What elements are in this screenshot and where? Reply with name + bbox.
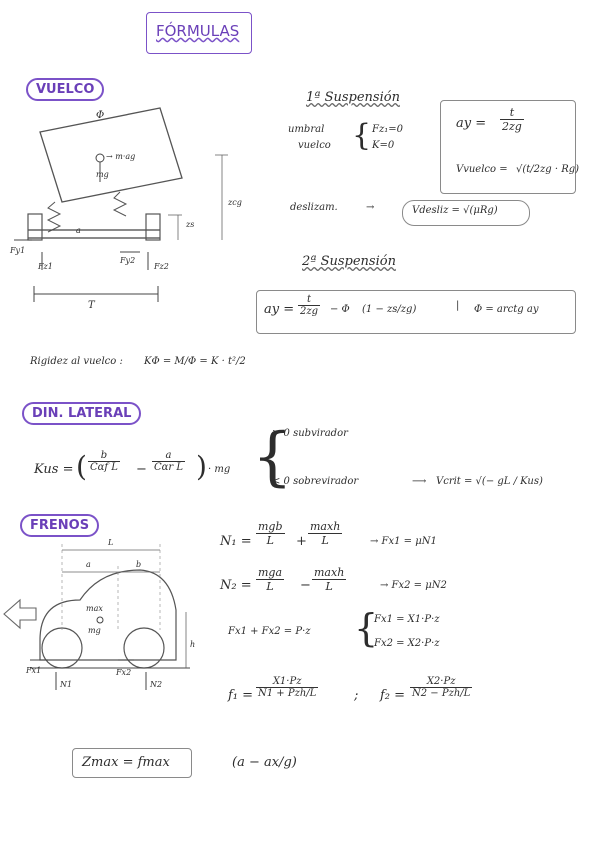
- zmax-note: (a − ax/g): [232, 755, 297, 770]
- fy2-label: Fy2: [120, 256, 136, 265]
- frenos-n1: N1: [60, 680, 73, 689]
- ay-fraction: $\frac{t}{2zg}$: [502, 106, 522, 133]
- kus-gt0: > 0 subvirador: [272, 428, 348, 439]
- section-din-lateral-label: DIN. LATERAL: [22, 402, 141, 425]
- zcg-label: zcg: [228, 198, 242, 207]
- n2-frac-1: mga L: [258, 566, 283, 593]
- frenos-fx2: Fx2: [116, 668, 132, 677]
- mg-label: mg: [96, 170, 109, 179]
- umbral-label: umbral: [288, 124, 325, 135]
- n1-plus: +: [296, 534, 307, 549]
- suspension2-frac: $\frac{t}{2zg}$: [300, 294, 319, 317]
- frenos-b: b: [136, 560, 142, 569]
- fz2-label: Fz2: [154, 262, 169, 271]
- fx-sys-2: Fx2 = X2·P·z: [374, 638, 440, 649]
- vuelco-label: vuelco: [298, 140, 331, 151]
- kus-lt0: < 0 sobrevirador: [272, 476, 359, 487]
- kus-close-paren: ): [196, 450, 207, 483]
- frenos-mg: mg: [88, 626, 101, 635]
- fz1-label: Fz1: [38, 262, 53, 271]
- n1-arrow: → Fx1 = μN1: [370, 536, 437, 547]
- zmax-expr: Zmax = fmax: [82, 755, 170, 770]
- zs-label: zs: [186, 220, 195, 229]
- kus-open-paren: (: [76, 450, 87, 483]
- suspension2-minus: − Φ: [330, 304, 350, 315]
- frenos-h: h: [190, 640, 196, 649]
- n1-frac-1: mgb L: [258, 520, 283, 547]
- suspension2-paren: (1 − zs/zg): [362, 304, 417, 315]
- vcrit-expr: Vcrit = √(− gL / Kus): [436, 476, 543, 487]
- umbral-cond: Fz₁=0: [372, 124, 403, 135]
- T-label: T: [88, 300, 95, 311]
- vvuelco-label: Vvuelco =: [456, 164, 508, 175]
- frenos-L: L: [108, 538, 114, 547]
- frenos-n2: N2: [150, 680, 163, 689]
- kus-frac-1: b Cαf L: [90, 450, 118, 473]
- kus-arrow: ⟶: [412, 476, 427, 487]
- n1-label: N₁ =: [220, 534, 252, 549]
- page-title: FÓRMULAS: [156, 22, 240, 40]
- suspension2-heading: 2ª Suspensión: [302, 254, 396, 269]
- phi-label: Φ: [96, 110, 105, 121]
- rigidez-expr: KΦ = M/Φ = K · t²/2: [144, 356, 246, 367]
- suspension2-phi: Φ = arctg ay: [474, 304, 539, 315]
- section-vuelco-label: VUELCO: [26, 78, 104, 101]
- n2-frac-2: maxh L: [314, 566, 345, 593]
- deslizam-arrow: →: [366, 202, 375, 213]
- suspension2-ay: ay =: [264, 302, 295, 317]
- kus-label: Kus =: [34, 462, 74, 477]
- ay-label: ay =: [456, 116, 487, 131]
- f2-frac: X2·Pz N2 − Pzh/L: [412, 676, 471, 699]
- fx-sys-1: Fx1 = X1·P·z: [374, 614, 440, 625]
- n1-frac-2: maxh L: [310, 520, 341, 547]
- n2-minus: −: [300, 578, 311, 593]
- f-sep: ;: [354, 688, 359, 703]
- fy1-label: Fy1: [10, 246, 26, 255]
- vvuelco-expr: √(t/2zg · Rg): [516, 164, 580, 175]
- kus-mg: · mg: [208, 464, 231, 475]
- suspension1-heading: 1ª Suspensión: [306, 90, 400, 105]
- vuelco-cond: K=0: [372, 140, 395, 151]
- fx-brace: {: [354, 606, 379, 650]
- a-label: a: [76, 226, 81, 235]
- n2-arrow: → Fx2 = μN2: [380, 580, 447, 591]
- section-frenos-label: FRENOS: [20, 514, 99, 537]
- vdesliz-expr: Vdesliz = √(μRg): [412, 205, 498, 216]
- n2-label: N₂ =: [220, 578, 252, 593]
- f1-label: f₁ =: [228, 688, 254, 703]
- kus-brace: {: [252, 420, 293, 494]
- kus-frac-2: a Cαr L: [154, 450, 184, 473]
- mrag-label: → m·ag: [106, 152, 136, 161]
- rigidez-label: Rigidez al vuelco :: [30, 356, 123, 367]
- fx-sum: Fx1 + Fx2 = P·z: [228, 626, 311, 637]
- kus-minus: −: [136, 462, 147, 477]
- frenos-fx1: Fx1: [26, 666, 42, 675]
- frenos-max: max: [86, 604, 103, 613]
- suspension2-divider: |: [456, 300, 460, 311]
- deslizam-label: deslizam.: [290, 202, 338, 213]
- f1-frac: X1·Pz N1 + Pzh/L: [258, 676, 317, 699]
- f2-label: f₂ =: [380, 688, 406, 703]
- frenos-a: a: [86, 560, 91, 569]
- brace-1: {: [352, 118, 372, 153]
